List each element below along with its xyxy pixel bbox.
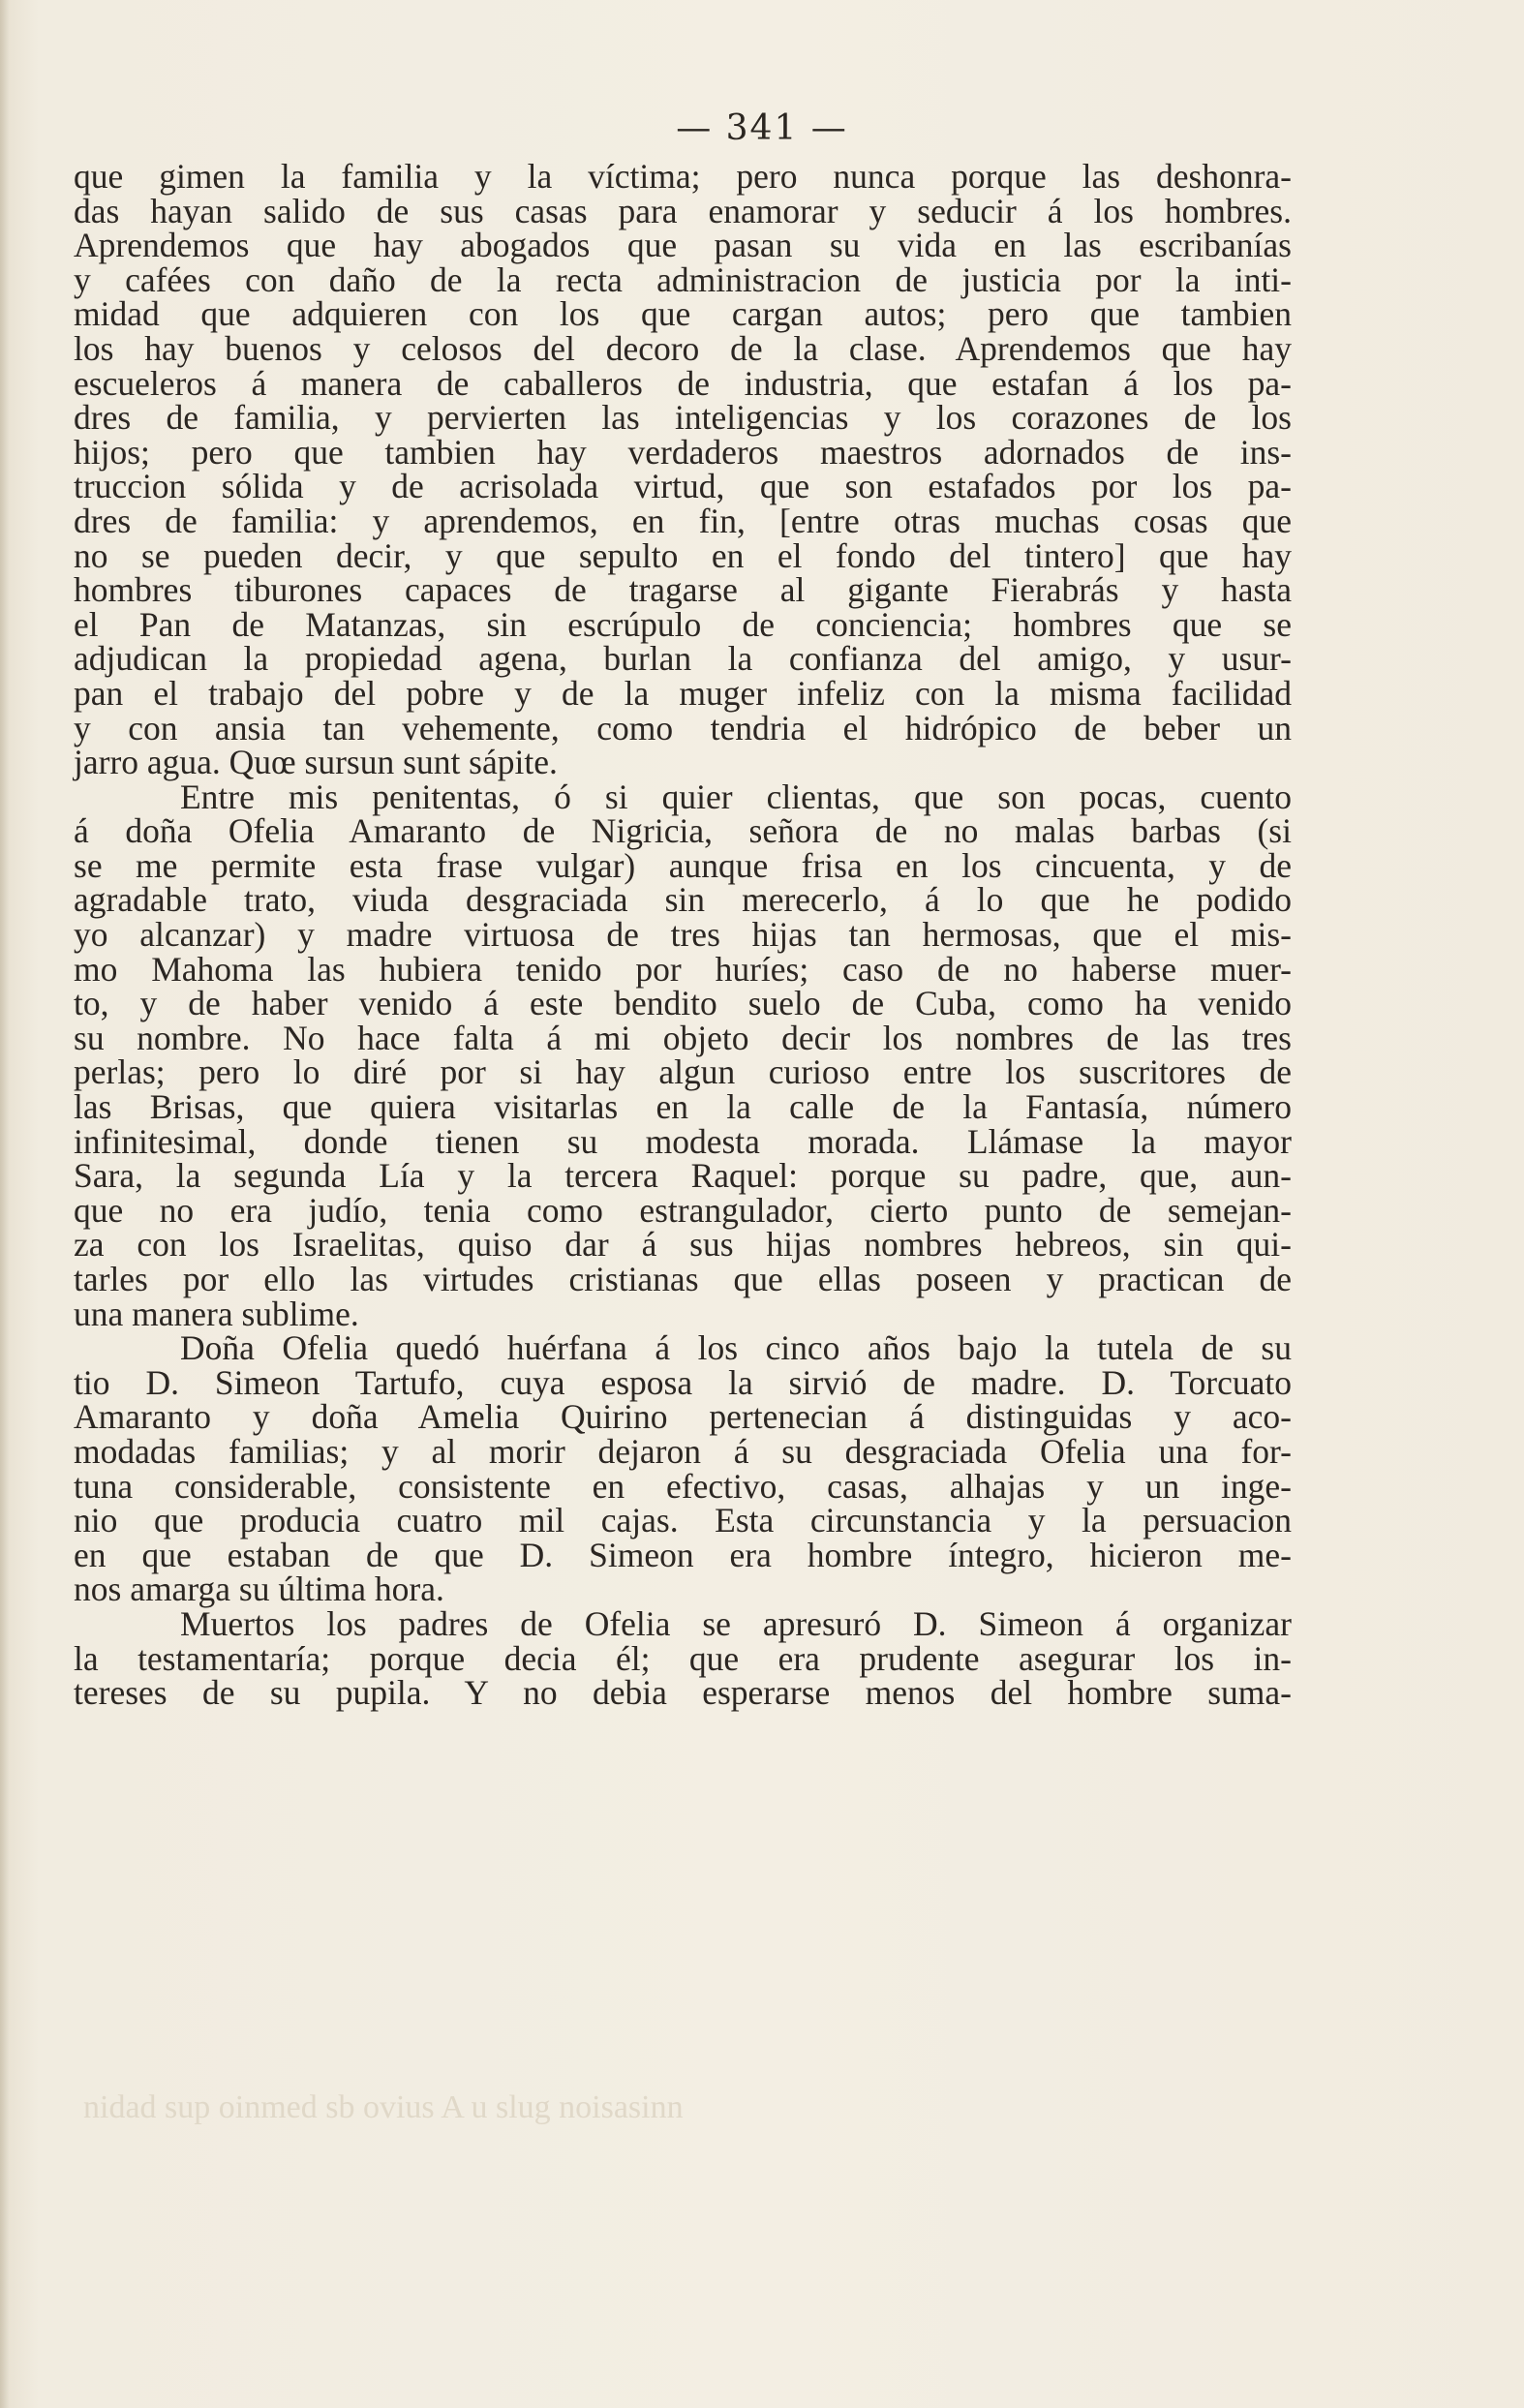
text-line: su nombre. No hace falta á mi objeto decir los nombres de las tres xyxy=(74,1018,1292,1057)
text-line: pan el trabajo del pobre y de la muger infeliz con la misma facilidad xyxy=(74,673,1292,713)
text-line-paragraph-start: Doña Ofelia quedó huérfana á los cinco años bajo la tutela de su xyxy=(180,1328,1292,1368)
text-line: tereses de su pupila. Y no debia esperarse menos del hombre suma- xyxy=(74,1673,1292,1713)
text-line: perlas; pero lo diré por si hay algun curioso entre los suscritores de xyxy=(74,1052,1292,1092)
text-line: en que estaban de que D. Simeon era hombre íntegro, hicieron me- xyxy=(74,1535,1292,1574)
text-line: to, y de haber venido á este bendito suelo de Cuba, como ha venido xyxy=(74,984,1292,1023)
text-line: Sara, la segunda Lía y la tercera Raquel: porque su padre, que, aun- xyxy=(74,1156,1292,1196)
text-line: tuna considerable, consistente en efectivo, casas, alhajas y un inge- xyxy=(74,1466,1292,1506)
text-line: modadas familias; y al morir dejaron á su desgraciada Ofelia una for- xyxy=(74,1431,1292,1471)
text-line: los hay buenos y celosos del decoro de la clase. Aprendemos que hay xyxy=(74,328,1292,368)
text-line: escueleros á manera de caballeros de industria, que estafan á los pa- xyxy=(74,363,1292,403)
text-line: Aprendemos que hay abogados que pasan su vida en las escribanías xyxy=(74,226,1292,265)
text-line: mo Mahoma las hubiera tenido por huríes; caso de no haberse muer- xyxy=(74,949,1292,989)
text-line: se me permite esta frase vulgar) aunque frisa en los cincuenta, y de xyxy=(74,845,1292,885)
page-number: — 341 — xyxy=(676,108,848,148)
text-line: dres de familia, y pervierten las inteligencias y los corazones de los xyxy=(74,398,1292,438)
text-line: el Pan de Matanzas, sin escrúpulo de conciencia; hombres que se xyxy=(74,604,1292,644)
text-line: midad que adquieren con los que cargan autos; pero que tambien xyxy=(74,294,1292,334)
text-line: que no era judío, tenia como estrangulador, cierto punto de semejan- xyxy=(74,1190,1292,1230)
text-line: y con ansia tan vehemente, como tendria el hidrópico de beber un xyxy=(74,708,1292,747)
page-binding-edge xyxy=(0,0,10,2408)
body-text xyxy=(74,157,1292,1713)
text-line: nio que producia cuatro mil cajas. Esta circunstancia y la persuacion xyxy=(74,1501,1292,1540)
text-line: tarles por ello las virtudes cristianas que ellas poseen y practican de xyxy=(74,1260,1292,1298)
text-line: infinitesimal, donde tienen su modesta morada. Llámase la mayor xyxy=(74,1121,1292,1161)
text-line: á doña Ofelia Amaranto de Nigricia, señora de no malas barbas (si xyxy=(74,811,1292,851)
text-line: dres de familia: y aprendemos, en fin, [entre otras muchas cosas que xyxy=(74,501,1292,540)
text-line-paragraph-start: Entre mis penitentas, ó si quier clientas, que son pocas, cuento xyxy=(180,777,1292,816)
text-line: las Brisas, que quiera visitarlas en la calle de la Fantasía, número xyxy=(74,1087,1292,1127)
text-line: hijos; pero que tambien hay verdaderos maestros adornados de ins- xyxy=(74,432,1292,472)
text-line: adjudican la propiedad agena, burlan la confianza del amigo, y usur- xyxy=(74,639,1292,679)
text-line-paragraph-end: una manera sublime. xyxy=(74,1294,359,1333)
text-line: no se pueden decir, y que sepulto en el fondo del tintero] que hay xyxy=(74,535,1292,575)
text-line: la testamentaría; porque decia él; que era prudente asegurar los in- xyxy=(74,1638,1292,1678)
text-line: Amaranto y doña Amelia Quirino pertenecian á distinguidas y aco- xyxy=(74,1397,1292,1437)
show-through-text: nidad sup oinmed sb ovius A u slug noisasinn xyxy=(83,2089,684,2125)
text-line-paragraph-end: nos amarga su última hora. xyxy=(74,1570,444,1609)
text-line: za con los Israelitas, quiso dar á sus hijas nombres hebreos, sin qui- xyxy=(74,1225,1292,1265)
text-line: tio D. Simeon Tartufo, cuya esposa la sirvió de madre. D. Torcuato xyxy=(74,1362,1292,1402)
text-line: yo alcanzar) y madre virtuosa de tres hijas tan hermosas, que el mis- xyxy=(74,915,1292,955)
text-line: y cafées con daño de la recta administracion de justicia por la inti- xyxy=(74,259,1292,299)
text-line-paragraph-start: Muertos los padres de Ofelia se apresuró D. Simeon á organizar xyxy=(180,1603,1292,1643)
text-line: truccion sólida y de acrisolada virtud, que son estafados por los pa- xyxy=(74,467,1292,506)
text-line: hombres tiburones capaces de tragarse al gigante Fierabrás y hasta xyxy=(74,570,1292,610)
text-line-paragraph-end: jarro agua. Quœ sursun sunt sápite. xyxy=(74,743,558,782)
text-line: das hayan salido de sus casas para enamorar y seducir á los hombres. xyxy=(74,191,1292,230)
text-line: que gimen la familia y la víctima; pero nunca porque las deshonra- xyxy=(74,157,1292,196)
text-line: agradable trato, viuda desgraciada sin merecerlo, á lo que he podido xyxy=(74,880,1292,920)
